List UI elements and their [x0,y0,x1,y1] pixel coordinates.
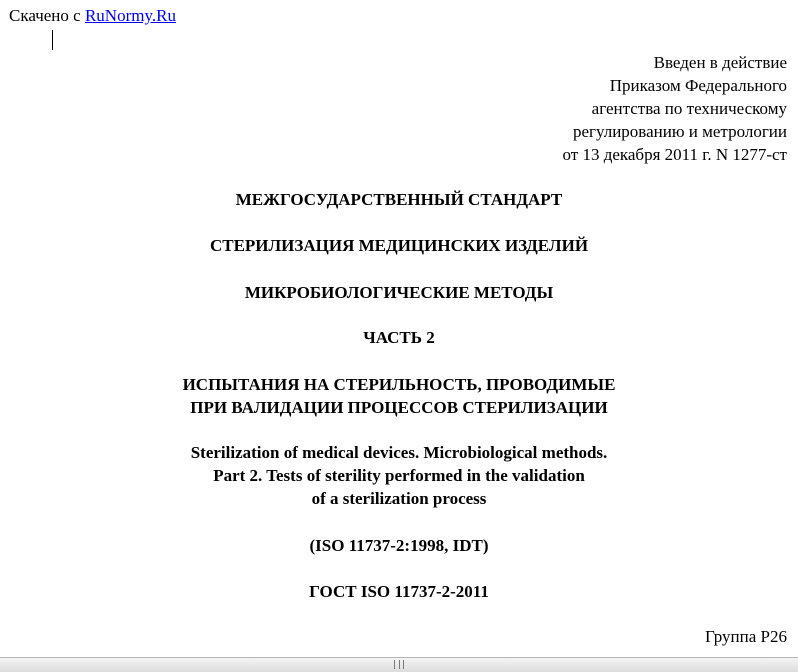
title-main-heading: СТЕРИЛИЗАЦИЯ МЕДИЦИНСКИХ ИЗДЕЛИЙ [209,236,589,255]
group-label: Группа Р26 [705,627,787,646]
english-title [0,441,798,510]
source-link[interactable]: RuNormy.Ru [84,6,176,25]
enactment-line: агентства по техническому [591,99,787,118]
enactment-line: Приказом Федерального [609,76,787,95]
scrollbar-grip-icon[interactable] [394,660,404,670]
english-title-line: of a sterilization process [311,489,487,508]
part-title-line: ПРИ ВАЛИДАЦИИ ПРОЦЕССОВ СТЕРИЛИЗАЦИИ [190,398,608,417]
part-title [0,373,798,419]
english-title-line: Part 2. Tests of sterility performed in the validation [213,466,585,485]
iso-reference: (ISO 11737-2:1998, IDT) [309,536,489,555]
enactment-line: от 13 декабря 2011 г. N 1277-ст [562,145,787,164]
enactment-note [562,51,787,166]
part-heading: ЧАСТЬ 2 [363,328,435,347]
enactment-line: регулированию и метрологии [572,122,787,141]
english-title-line: Sterilization of medical devices. Microbiological methods. [190,443,608,462]
part-title-line: ИСПЫТАНИЯ НА СТЕРИЛЬНОСТЬ, ПРОВОДИМЫЕ [182,375,616,394]
standard-type-heading: МЕЖГОСУДАРСТВЕННЫЙ СТАНДАРТ [235,190,563,209]
source-prefix: Скачено с [9,6,81,25]
horizontal-scrollbar[interactable] [0,657,798,672]
title-sub-heading: МИКРОБИОЛОГИЧЕСКИЕ МЕТОДЫ [244,283,554,302]
source-line [9,6,176,26]
enactment-line: Введен в действие [653,53,787,72]
gost-designation: ГОСТ ISO 11737-2-2011 [309,582,489,601]
text-cursor [52,30,53,50]
